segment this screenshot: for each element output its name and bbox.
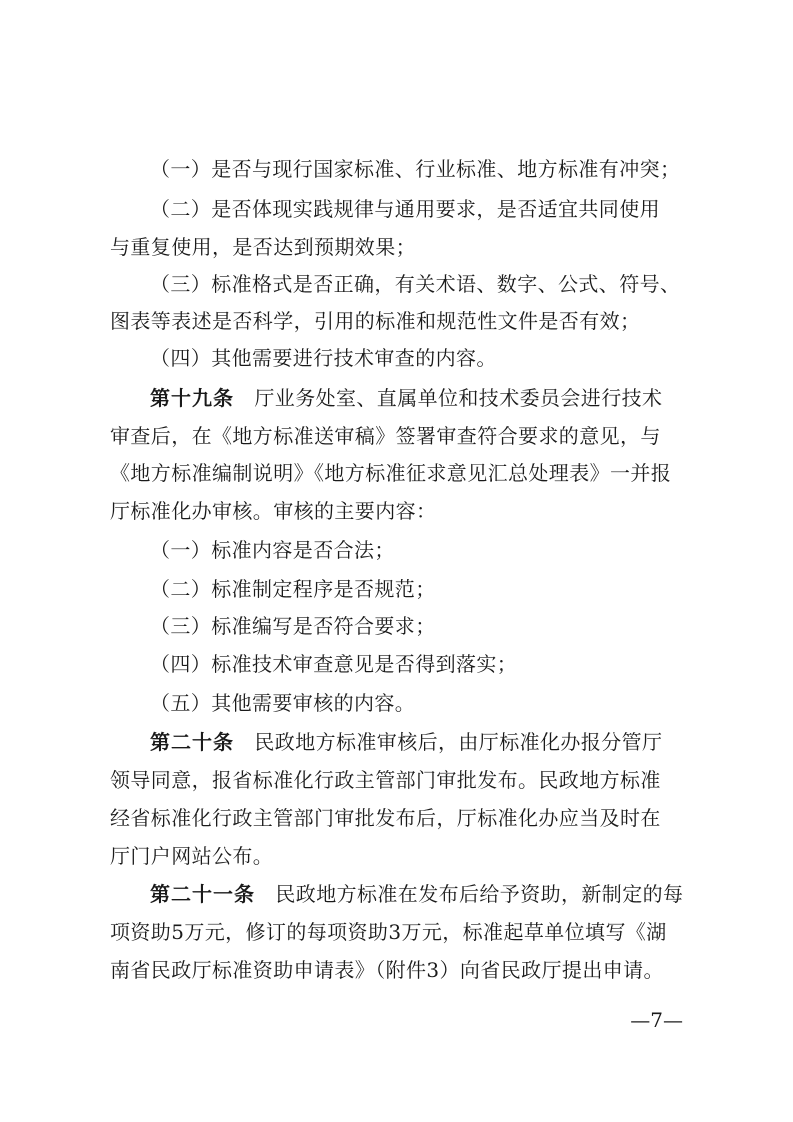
article-20-heading: 第二十条 — [150, 730, 234, 754]
page-number: —7— — [630, 1008, 683, 1032]
paragraph-line: （二）是否体现实践规律与通用要求，是否适宜共同使用 — [150, 197, 660, 221]
article-19-first-line — [150, 385, 690, 411]
list-item: （一）标准内容是否合法； — [150, 538, 395, 562]
list-item: （四）标准技术审查意见是否得到落实； — [150, 652, 518, 676]
paragraph-line: 领导同意，报省标准化行政主管部门审批发布。民政地方标准 — [110, 768, 661, 792]
article-21-text: 民政地方标准在发布后给予资助，新制定的每 — [255, 882, 684, 906]
paragraph-line: 与重复使用，是否达到预期效果； — [110, 235, 416, 259]
article-20-first-line — [150, 729, 690, 755]
paragraph-line: 经省标准化行政主管部门审批发布后，厅标准化办应当及时在 — [110, 806, 661, 830]
article-19-heading: 第十九条 — [150, 386, 234, 410]
article-19-text: 厅业务处室、直属单位和技术委员会进行技术 — [234, 386, 663, 410]
list-item: （三）标准编写是否符合要求； — [150, 614, 436, 638]
paragraph-line: （一）是否与现行国家标准、行业标准、地方标准有冲突； — [150, 157, 681, 181]
paragraph-line: 图表等表述是否科学，引用的标准和规范性文件是否有效； — [110, 309, 641, 333]
article-21-first-line — [150, 881, 690, 907]
paragraph-line: 厅标准化办审核。审核的主要内容： — [110, 499, 437, 523]
paragraph-line: 项资助5万元，修订的每项资助3万元，标准起草单位填写《湖 — [110, 920, 667, 944]
paragraph-line: 审查后，在《地方标准送审稿》签署审查符合要求的意见，与 — [110, 424, 661, 448]
paragraph-line: 《地方标准编制说明》《地方标准征求意见汇总处理表》一并报 — [110, 461, 672, 485]
article-20-text: 民政地方标准审核后，由厅标准化办报分管厅 — [234, 730, 663, 754]
article-21-heading: 第二十一条 — [150, 882, 255, 906]
paragraph-line: （四）其他需要进行技术审查的内容。 — [150, 346, 497, 370]
paragraph-line: 南省民政厅标准资助申请表》（附件3）向省民政厅提出申请。 — [110, 958, 664, 982]
list-item: （五）其他需要审核的内容。 — [150, 691, 416, 715]
list-item: （二）标准制定程序是否规范； — [150, 577, 436, 601]
paragraph-line: （三）标准格式是否正确，有关术语、数字、公式、符号、 — [150, 272, 681, 296]
paragraph-line: 厅门户网站公布。 — [110, 844, 274, 868]
